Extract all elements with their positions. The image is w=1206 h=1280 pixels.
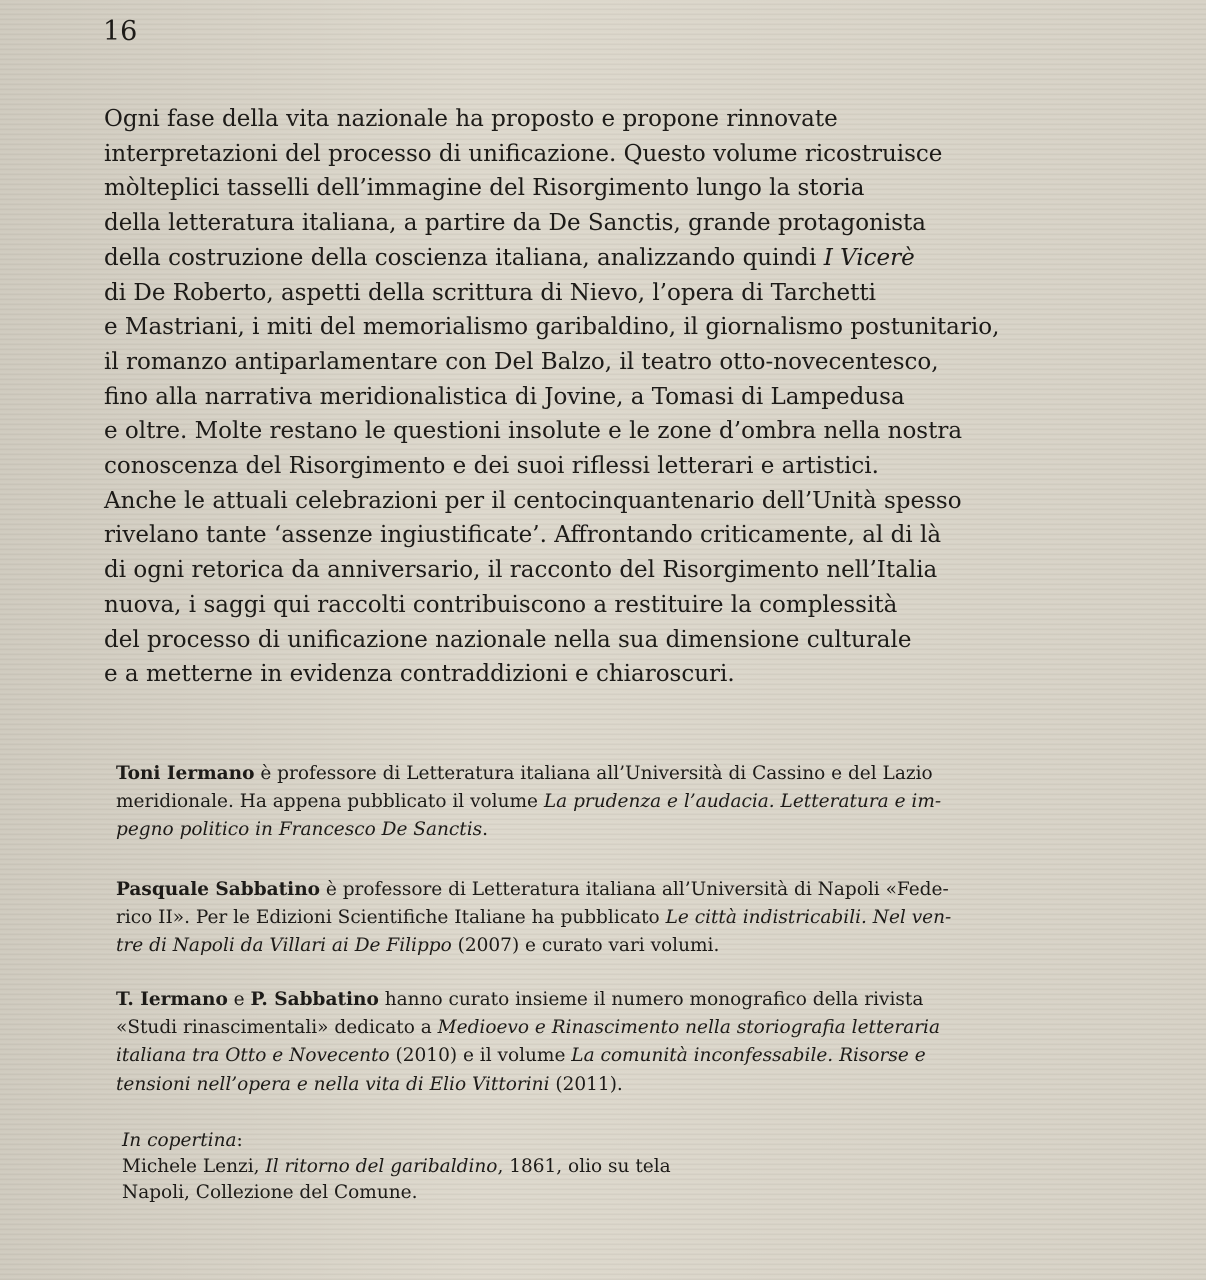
text-line: conoscenza del Risorgimento e dei suoi riflessi letterari e artistici.: [104, 453, 879, 480]
text-line: del processo di unificazione nazionale nella sua dimensione culturale: [104, 626, 912, 653]
bio-line: [116, 904, 1156, 932]
text-line: di De Roberto, aspetti della scrittura di Nievo, l’opera di Tarchetti: [104, 279, 876, 306]
cover-heading-label: In copertina: [122, 1130, 237, 1151]
text-line: nuova, i saggi qui raccolti contribuiscono a restituire la complessità: [104, 591, 898, 618]
bio-line: [116, 932, 1156, 960]
text-line: [104, 241, 1164, 276]
text-segment: .: [482, 819, 489, 841]
text-segment: è professore di Letteratura italiana all’Università di Cassino e del Lazio: [254, 763, 933, 784]
text-segment: rico II». Per le Edizioni Scientifiche Italiane ha pubblicato: [116, 907, 666, 929]
author-bio-sabbatino: [116, 876, 1156, 961]
book-title: I Vicerè: [823, 244, 915, 271]
text-line: e a metterne in evidenza contraddizioni e chiaroscuri.: [104, 661, 735, 688]
bio-line: [116, 1071, 1156, 1099]
bio-line: [116, 760, 1156, 788]
cover-artwork-line: [122, 1154, 1022, 1180]
artwork-title: Il ritorno del garibaldino: [265, 1156, 498, 1177]
text-segment: è professore di Letteratura italiana all’Università di Napoli «Fede-: [320, 879, 949, 900]
author-name: Toni Iermano: [116, 763, 255, 784]
book-title: pegno politico in Francesco De Sanctis: [116, 819, 483, 841]
book-title: La comunità inconfessabile. Risorse e: [571, 1045, 926, 1067]
text-segment: e: [227, 989, 251, 1010]
bio-line: [116, 986, 1156, 1014]
text-segment: (2010) e il volume: [389, 1045, 572, 1067]
book-title: tensioni nell’opera e nella vita di Elio Vittorini: [116, 1073, 550, 1095]
text-segment: (2007) e curato vari volumi.: [451, 935, 720, 957]
text-line: fino alla narrativa meridionalistica di Jovine, a Tomasi di Lampedusa: [104, 383, 905, 410]
book-title: italiana tra Otto e Novecento: [116, 1045, 390, 1067]
book-title: tre di Napoli da Villari ai De Filippo: [116, 935, 452, 957]
text-line: e Mastriani, i miti del memorialismo garibaldino, il giornalismo postunitario,: [104, 314, 1000, 341]
text-segment: «Studi rinascimentali» dedicato a: [116, 1017, 438, 1039]
author-name: T. Iermano: [116, 989, 228, 1010]
cover-heading: [122, 1128, 1022, 1154]
artist-name: Michele Lenzi,: [122, 1156, 266, 1177]
main-paragraph: [104, 102, 1164, 692]
cover-location: Napoli, Collezione del Comune.: [122, 1182, 418, 1203]
joint-bio: [116, 986, 1156, 1099]
bio-line: [116, 876, 1156, 904]
text-line: della letteratura italiana, a partire da De Sanctis, grande protagonista: [104, 210, 926, 237]
text-segment: meridionale. Ha appena pubblicato il volume: [116, 791, 544, 813]
text-line: interpretazioni del processo di unificazione. Questo volume ricostruisce: [104, 140, 943, 167]
text-segment: :: [236, 1130, 243, 1151]
text-line: rivelano tante ‘assenze ingiustificate’. Affrontando criticamente, al di là: [104, 522, 942, 549]
text-line: Ogni fase della vita nazionale ha proposto e propone rinnovate: [104, 106, 838, 132]
bio-line: [116, 816, 1156, 844]
text-line: il romanzo antiparlamentare con Del Balzo, il teatro otto-novecentesco,: [104, 348, 939, 375]
author-name: Pasquale Sabbatino: [116, 879, 320, 900]
book-title: Le città indistricabili. Nel ven-: [665, 907, 952, 929]
page-number: 16: [103, 16, 138, 47]
text-segment: della costruzione della coscienza italiana, analizzando quindi: [104, 244, 824, 271]
author-name: P. Sabbatino: [250, 989, 379, 1010]
text-line: mòlteplici tasselli dell’immagine del Risorgimento lungo la storia: [104, 175, 865, 202]
bio-line: [116, 1014, 1156, 1042]
bio-line: [116, 1042, 1156, 1070]
book-title: Medioevo e Rinascimento nella storiografia letteraria: [437, 1017, 941, 1039]
book-title: La prudenza e l’audacia. Letteratura e im-: [543, 791, 942, 813]
artwork-details: , 1861, olio su tela: [497, 1156, 671, 1177]
text-line: Anche le attuali celebrazioni per il centocinquantenario dell’Unità spesso: [104, 487, 962, 514]
text-line: e oltre. Molte restano le questioni insolute e le zone d’ombra nella nostra: [104, 418, 963, 445]
author-bio-iermano: [116, 760, 1156, 845]
text-segment: (2011).: [549, 1073, 623, 1095]
text-line: di ogni retorica da anniversario, il racconto del Risorgimento nell’Italia: [104, 557, 938, 584]
cover-credit: [122, 1128, 1022, 1206]
text-segment: hanno curato insieme il numero monografico della rivista: [378, 989, 924, 1010]
bio-line: [116, 788, 1156, 816]
